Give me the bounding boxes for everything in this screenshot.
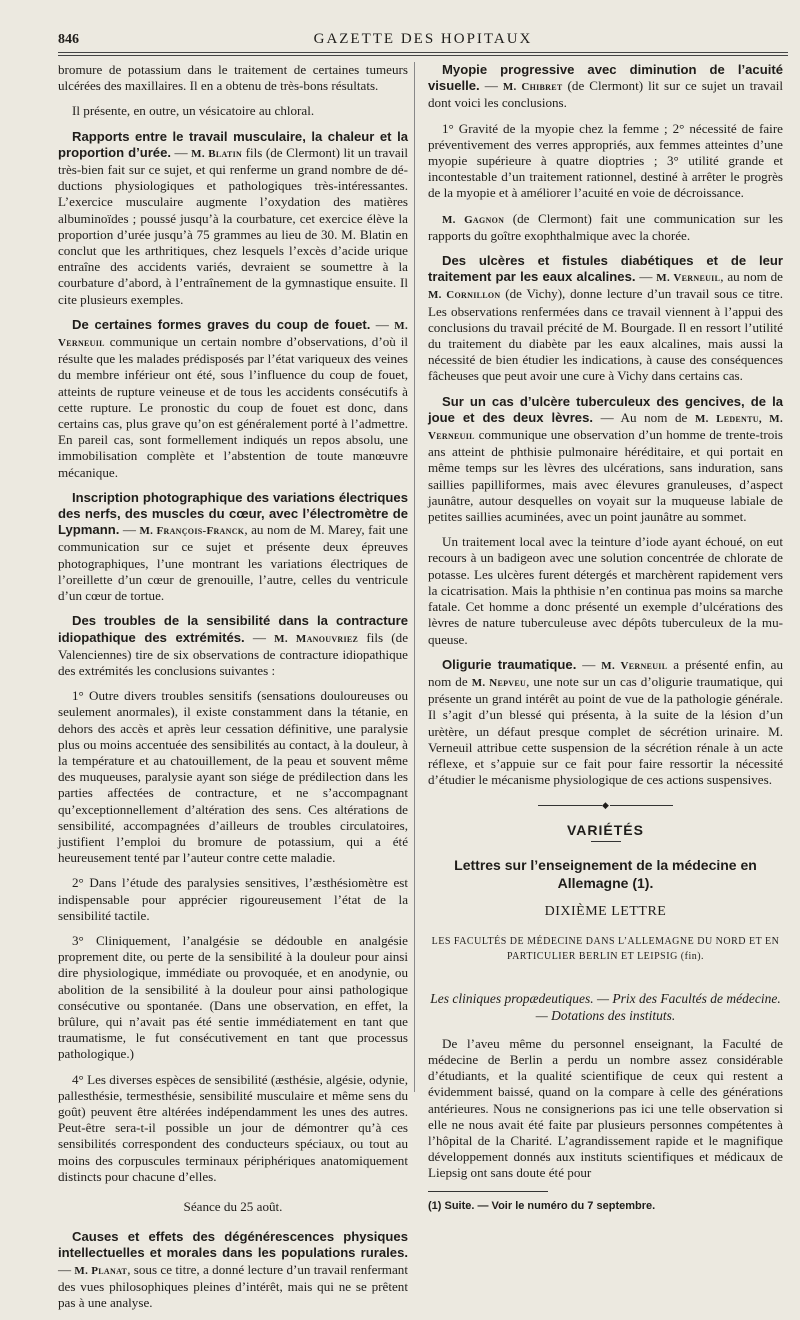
article-planat: [58, 1229, 408, 1311]
separator: —: [479, 78, 503, 94]
article-gagnon: [428, 211, 783, 244]
page-header: [58, 28, 788, 50]
author: M. Nepveu: [471, 676, 527, 689]
separator: —: [58, 1261, 75, 1277]
separator: —: [576, 656, 602, 672]
column-divider: [414, 62, 415, 1092]
separator: —: [244, 629, 275, 645]
author: M. Verneuil: [601, 659, 668, 672]
article-title: Des troubles de la sensibilité dans la contracture idiopathique des extrémités.: [58, 613, 408, 645]
footnote: (1) Suite. — Voir le numéro du 7 septembre.: [428, 1199, 656, 1212]
article-francois-franck: [58, 490, 408, 604]
article-title: Rapports entre le travail musculaire, la chaleur et la proportion d’urée.: [58, 128, 408, 160]
letter-subheading: LES FACULTÉS DE MÉDECINE DANS L’ALLEMAGNE DU NORD ET EN PARTICULIER BERLIN ET LEIPSIG (fin).: [431, 935, 780, 962]
separator: —: [119, 522, 140, 538]
article-title: Causes et effets des dégénérescences physiques intellectuelles et morales dans les populations rurales.: [58, 1229, 408, 1261]
author: M. Cornillon: [428, 289, 501, 302]
article-ledentu: [428, 394, 783, 526]
short-rule: [591, 841, 621, 842]
page-number: 846: [58, 32, 79, 47]
article-title: Myopie progressive avec diminution de l’acuité visuelle.: [428, 62, 783, 94]
author: M. Planat: [74, 1264, 128, 1277]
article-manouvriez: [58, 613, 408, 679]
header-rule: [58, 52, 788, 53]
footnote-rule: [428, 1191, 548, 1192]
article-body: , une note sur un cas d’oligurie traumatique, qui présente un grand intérêt au point de vue de la pathologie générale. Il s’agit d’un blessé qui présenta, à la suite de la lésion d’un urètère, un défaut presque complet de sécrétion urinaire. M. Verneuil attribue cette suspension de la sécrétion rénale à un acte réflexe, et s’appuie sur ce fait pour faire ressortir la nécessité d’étudier le mécanisme physiologique de ces actions suspensives.: [428, 673, 784, 788]
author: M. Blatin: [191, 147, 243, 160]
article-title: Inscription photographique des variations électriques des nerfs, des muscles du cœur, avec l’électromètre de Lypmann.: [58, 489, 408, 538]
letter-heading: DIXIÈME LETTRE: [544, 903, 667, 919]
article-title: Lettres sur l’enseignement de la médecine en Allemagne (1).: [454, 856, 757, 891]
author: M. Verneuil: [656, 272, 721, 285]
journal-title: GAZETTE DES HOPITAUX: [313, 31, 533, 47]
conclusions: 1° Gravité de la myopie chez la femme ; 2° nécessité de faire préventivement des verres appropriés, aux femmes atteintes d’une myopie supérieure à quatre dioptries ; 3° utilité grande et incontestable d’un traitement rationnel, destiné à arrêter le progrès de la myopie et à améliorer l’acuité en voie de décroissance.: [428, 120, 783, 201]
diamond-ornament-icon: ◆: [602, 800, 609, 811]
article-body: (de Clermont) lit sur ce sujet un travail dont voici les conclusions.: [428, 78, 784, 111]
author: M. Manouvriez: [274, 632, 359, 645]
article-body: fils (de Valenciennes) tire de six observations de contracture idiopathique des extrémités les conclusions suivantes :: [58, 629, 409, 678]
letter-summary: Les cliniques propædeutiques. — Prix des Facultés de médecine. — Dotations des instituts.: [430, 990, 781, 1023]
section-divider: [428, 800, 783, 810]
separator: —: [635, 269, 657, 285]
paragraph: Un traitement local avec la teinture d’iode ayant échoué, on eut recours à un badigeon avec une solution concentrée de chlorate de potasse. Les ulcères furent détergés et marchèrent rapidement vers la cicatrisation. Mais la phthisie n’en continua pas moins sa marche fatale. Cet homme a donc présenté un exemple d’ulcérations des lèvres de nature tuberculeuse avec dépôts tuberculeux de la muqueuse.: [428, 534, 783, 647]
article-body: (de Vichy), donne lecture d’un travail sous ce titre. Les observations renfermées dans ce travail viennent à l’appui des conclusions du travail précité de M. Bourgade. Il en ressort l’utilité du traitement du diabète par les eaux alcalines, mais aussi la nécessité de bien étudier les indications, à cause des conséquences fâcheuses que peut avoir une cure à Vichy dans certains cas.: [428, 286, 783, 384]
author: M. François-Franck: [139, 525, 245, 538]
article-title: Oligurie traumatique.: [442, 656, 577, 672]
session-heading: Séance du 25 août.: [183, 1199, 283, 1214]
connector: , au nom de: [720, 269, 783, 285]
separator: —: [370, 316, 395, 332]
article-blatin: [58, 129, 408, 308]
left-column: [58, 62, 408, 1320]
section-heading: VARIÉTÉS: [567, 822, 644, 839]
connector: a présenté enfin, au nom de: [428, 656, 783, 689]
article-verneuil-fouet: [58, 317, 408, 481]
article-title: De certaines formes graves du coup de fouet.: [72, 316, 371, 332]
article-body: communique une observation d’un homme de trente-trois ans atteint de phthisie pulmonaire héréditaire, et qui portait en même temps sur les lèvres des ulcérations, sans induration, sans saillies papilliformes, mais avec élevures granuleuses, d’aspect jaunâtre, autour desquelles on voyait sur la muqueuse labiale de petites saillies acuminées, avec un point jaunâtre au sommet.: [428, 427, 783, 525]
conclusion-3: 3° Cliniquement, l’analgésie se dédouble en analgésie proprement dite, ou perte de la sensibilité à la douleur pour ainsi dire physiologique, immédiate ou provoquée, et en anodynie, ou abolition de la sensibilité à la douleur pour ainsi pathologique consécutive ou spontanée. (Dans une observation, en effet, la brûlure, qui n’avait pas été sentie immédiatement en tant que traumatisme, le fut consécutivement en tant que processus pathologique.): [58, 932, 408, 1062]
article-body: , sous ce titre, a donné lecture d’un travail renfermant des vues philosophiques pleines d’intérêt, mais qui ne se prêtent pas à une analyse.: [58, 1261, 408, 1311]
conclusion-4: 4° Les diverses espèces de sensibilité (æsthésie, algésie, odynie, pallesthésie, termesthésie, sensibilité musculaire et même sens du goût) peuvent être altérées indépendamment les unes des autres. Peut-être sera-t-il possible un jour de démontrer qu’à ces sensibilités correspondent des conducteurs spéciaux, ou tout au moins des corpuscules terminaux périphériques anatomiquement distincts pour chacune d’elles.: [58, 1071, 408, 1184]
paragraph: bromure de potassium dans le traitement de certaines tumeurs ulcérées des maxillaires. Il en a obtenu de très-bons résultats.: [58, 62, 408, 94]
paragraph: Il présente, en outre, un vésicatoire au chloral.: [72, 103, 315, 119]
article-body: communique un certain nombre d’observations, d’où il résulte que les malades prédisposés par l’état variqueux des veines du membre inférieur ont été, sous l’influence du coup de fouet, atteints de rupture veineuse et de tous les accidents consécutifs à cette rupture. Le pronostic du coup de fouet est donc, dans certains cas, plus grave qu’on est généralement porté à l’admettre. En pareil cas, sont formellement indiqués un repos absolu, une immobilisation complète et l’abstention de toute manœuvre mécanique.: [58, 334, 408, 480]
author: M. Gagnon: [442, 213, 505, 226]
conclusion-1: 1° Outre divers troubles sensitifs (sensations douloureuses ou seulement anormales), il existe constamment dans la tétanie, en dehors des accès et après leur cessation définitive, une paralysie plus ou moins accentuée des sensibilités au contact, à la douleur, à la température et au chatouillement, de la peau et souvent même des muqueuses, paralysie ayant son siége de prédilection dans les parties affectées de contracture, et ne s’accompagnant qu’exceptionnellement d’altération des sens. Ces altérations de sensibilité, accompagnées d’ailleurs de troubles circulatoires, justifient l’emploi du bromure de potassium, qui a été heureusement tenté par l’auteur contre cette maladie.: [58, 688, 408, 866]
article-cornillon: [428, 253, 783, 385]
right-column: [428, 62, 783, 1214]
author: M. Ledentu, M. Verneuil: [428, 412, 783, 443]
conclusion-2: 2° Dans l’étude des paralysies sensitives, l’æsthésiomètre est indispensable pour apprécier rigoureusement l’état de la sensibilité tactile.: [58, 875, 408, 923]
separator: — Au nom de: [593, 409, 695, 425]
separator: —: [171, 144, 192, 160]
article-title: Sur un cas d’ulcère tuberculeux des gencives, de la joue et des deux lèvres.: [428, 393, 783, 425]
header-rule-2: [58, 55, 788, 56]
paragraph: De l’aveu même du personnel enseignant, la Faculté de médecine de Berlin a perdu un nombre assez considérable d’étudiants, et la qualité scientifique de ceux qui restent a évidemment baissé, quand on la compare à celle des générations antérieures. Nous ne consignerions pas ici une telle observation si elle ne nous avait été faite par plusieurs personnes compétentes à l’hôpital de la Charité. L’agrandissement rapide et le magnifique développement donnés aux instituts scientifiques et médicaux de Liepsig ont sans doute été pour: [428, 1035, 783, 1181]
article-title: Des ulcères et fistules diabétiques et de leur traitement par les eaux alcalines.: [428, 253, 783, 285]
article-body: , au nom de M. Marey, fait une communication sur ce sujet et présente deux épreuves photographiques, l’une montrant les variations électriques de l’oreillette d’un cœur de grenouille, l’autre, celles du ventricule d’un cœur de tortue.: [58, 522, 408, 604]
article-nepveu: [428, 657, 783, 789]
article-chibret: [428, 62, 783, 112]
author: M. Verneuil: [58, 319, 408, 350]
article-body: fils (de Clermont) lit un travail très-bien fait sur ce sujet, et qui renferme un grand nombre de déductions physiologiques et pathologiques très-intéressantes. L’exercice musculaire augmente l’oxydation des matières albuminoïdes ; poussé jusqu’à la courbature, cet exercice élève la proportion d’urée jusqu’à 75 grammes au lieu de 30. M. Blatin en conclut que les arthritiques, chez lesquels l’excès d’acide urique entraîne des accidents variés, devraient se soumettre à la courbature d’abord, à l’entraînement de la gymnastique ensuite. Il cite plusieurs exemples.: [58, 144, 408, 307]
article-body: (de Clermont) fait une communication sur les rapports du goître exophthalmique avec la chorée.: [428, 210, 783, 243]
author: M. Chibret: [502, 81, 563, 94]
